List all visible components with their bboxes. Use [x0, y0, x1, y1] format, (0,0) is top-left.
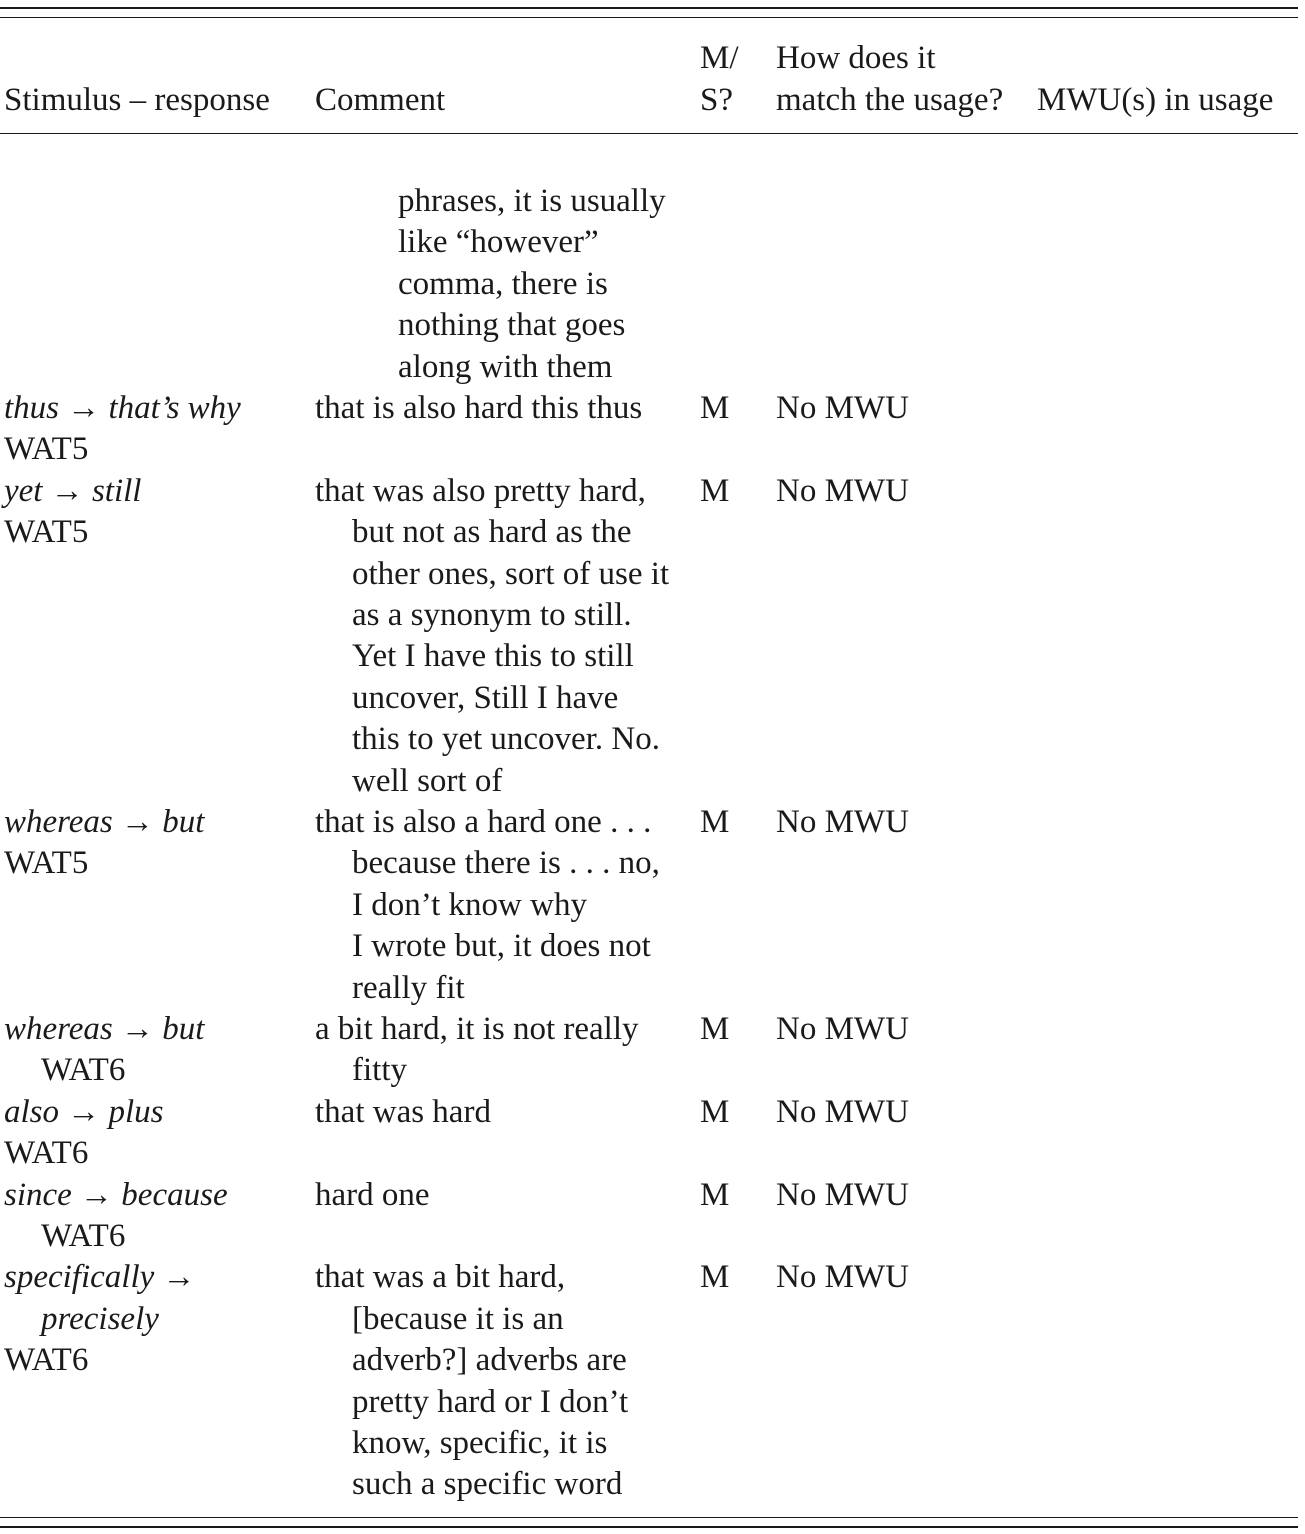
row-how	[776, 1092, 909, 1133]
ms-value: M	[700, 1011, 730, 1047]
comment-line: fitty	[352, 1052, 407, 1089]
stimulus-response: since → because	[4, 1176, 228, 1213]
ms-value: M	[700, 804, 730, 840]
comment-line: that was also pretty hard,	[315, 472, 646, 509]
continued-comment-line: along with them	[398, 348, 613, 385]
ms-value: M	[700, 472, 730, 509]
row-how	[776, 388, 909, 429]
stimulus-source: WAT5	[4, 431, 89, 468]
row-stimulus	[4, 388, 241, 471]
ms-value: M	[700, 390, 730, 426]
stimulus-response: also → plus	[4, 1093, 164, 1130]
row-comment	[315, 471, 669, 802]
stimulus-response: whereas → but	[4, 804, 205, 840]
comment-line: that was hard	[315, 1093, 491, 1130]
stimulus-response: whereas → but	[4, 1011, 205, 1047]
how-value: No MWU	[776, 472, 909, 509]
bottom-rule-thin	[0, 1517, 1298, 1518]
comment-line: I wrote but, it does not	[352, 928, 651, 965]
row-comment	[315, 802, 660, 1009]
how-value: No MWU	[776, 1259, 909, 1296]
row-comment	[315, 1257, 628, 1505]
row-stimulus	[4, 1092, 164, 1175]
ms-value: M	[700, 1259, 730, 1296]
comment-line: a bit hard, it is not really	[315, 1011, 639, 1047]
stimulus-source: WAT6	[4, 1135, 89, 1172]
row-ms	[700, 388, 729, 429]
comment-line: I don’t know why	[352, 886, 587, 923]
header-ms	[700, 37, 739, 121]
how-value: No MWU	[776, 804, 909, 840]
row-comment	[315, 1092, 491, 1133]
stimulus-source: WAT5	[4, 514, 89, 551]
header-stimulus-line: Stimulus – response	[4, 82, 270, 118]
stimulus-source: WAT6	[4, 1342, 89, 1379]
ms-value: M	[700, 1093, 730, 1130]
ms-value: M	[700, 1176, 730, 1213]
comment-line: such a specific word	[352, 1466, 623, 1503]
row-stimulus	[4, 1009, 204, 1092]
stimulus-response: specifically →	[4, 1259, 196, 1296]
header-how-line-2: match the usage?	[776, 82, 1004, 118]
row-stimulus	[4, 471, 141, 554]
header-how-line-1: How does it	[776, 40, 936, 76]
continued-comment-line: comma, there is	[398, 265, 608, 302]
header-ms-line-2: S?	[700, 82, 733, 118]
header-stimulus	[4, 79, 270, 121]
header-rule	[0, 133, 1298, 134]
comment-line: adverb?] adverbs are	[352, 1342, 627, 1379]
stimulus-response: thus → that’s why	[4, 390, 241, 426]
comment-line: Yet I have this to still	[352, 638, 634, 675]
row-comment	[315, 1175, 430, 1216]
row-how	[776, 471, 909, 512]
continued-comment-line: like “however”	[398, 224, 599, 261]
row-ms	[700, 1009, 729, 1050]
row-ms	[700, 1257, 729, 1298]
row-ms	[700, 1092, 729, 1133]
stimulus-response: yet → still	[4, 472, 142, 509]
row-how	[776, 1009, 909, 1050]
how-value: No MWU	[776, 1093, 909, 1130]
comment-line: that is also hard this thus	[315, 390, 643, 426]
continued-comment-line: nothing that goes	[398, 307, 626, 344]
comment-line: really fit	[352, 969, 465, 1006]
how-value: No MWU	[776, 1176, 909, 1213]
row-stimulus	[4, 1175, 228, 1258]
row-ms	[700, 471, 729, 512]
header-mwu-line: MWU(s) in usage	[1037, 82, 1274, 118]
comment-line: [because it is an	[352, 1300, 564, 1337]
top-rule-thick	[0, 7, 1298, 9]
row-comment	[315, 1009, 639, 1092]
stimulus-response: precisely	[41, 1300, 159, 1337]
stimulus-source: WAT5	[4, 845, 89, 882]
header-ms-line-1: M/	[700, 40, 739, 76]
comment-line: pretty hard or I don’t	[352, 1383, 629, 1420]
comment-line: as a synonym to still.	[352, 596, 632, 633]
comment-line: well sort of	[352, 762, 503, 799]
bottom-rule-thick	[0, 1526, 1298, 1528]
row-ms	[700, 1175, 729, 1216]
comment-line: because there is . . . no,	[352, 845, 660, 882]
row-how	[776, 802, 909, 843]
stimulus-source: WAT6	[41, 1217, 126, 1254]
header-comment-line: Comment	[315, 82, 446, 118]
comment-line: that was a bit hard,	[315, 1259, 566, 1296]
comment-line: know, specific, it is	[352, 1424, 608, 1461]
row-stimulus	[4, 1257, 196, 1381]
header-mwu	[1037, 79, 1273, 121]
comment-line: this to yet uncover. No.	[352, 721, 660, 758]
header-comment	[315, 79, 445, 121]
comment-line: hard one	[315, 1176, 430, 1213]
row-ms	[700, 802, 729, 843]
continued-comment-line: phrases, it is usually	[398, 183, 666, 219]
comment-line: uncover, Still I have	[352, 679, 619, 716]
how-value: No MWU	[776, 1011, 909, 1047]
comment-line: but not as hard as the	[352, 514, 632, 551]
stimulus-source: WAT6	[41, 1052, 126, 1089]
comment-line: that is also a hard one . . .	[315, 804, 652, 840]
row-how	[776, 1257, 909, 1298]
row-how	[776, 1175, 909, 1216]
row-comment	[315, 388, 642, 429]
header-how	[776, 37, 1003, 121]
continued-comment	[398, 181, 666, 388]
top-rule-thin	[0, 17, 1298, 18]
comment-line: other ones, sort of use it	[352, 555, 670, 592]
how-value: No MWU	[776, 390, 909, 426]
row-stimulus	[4, 802, 204, 885]
